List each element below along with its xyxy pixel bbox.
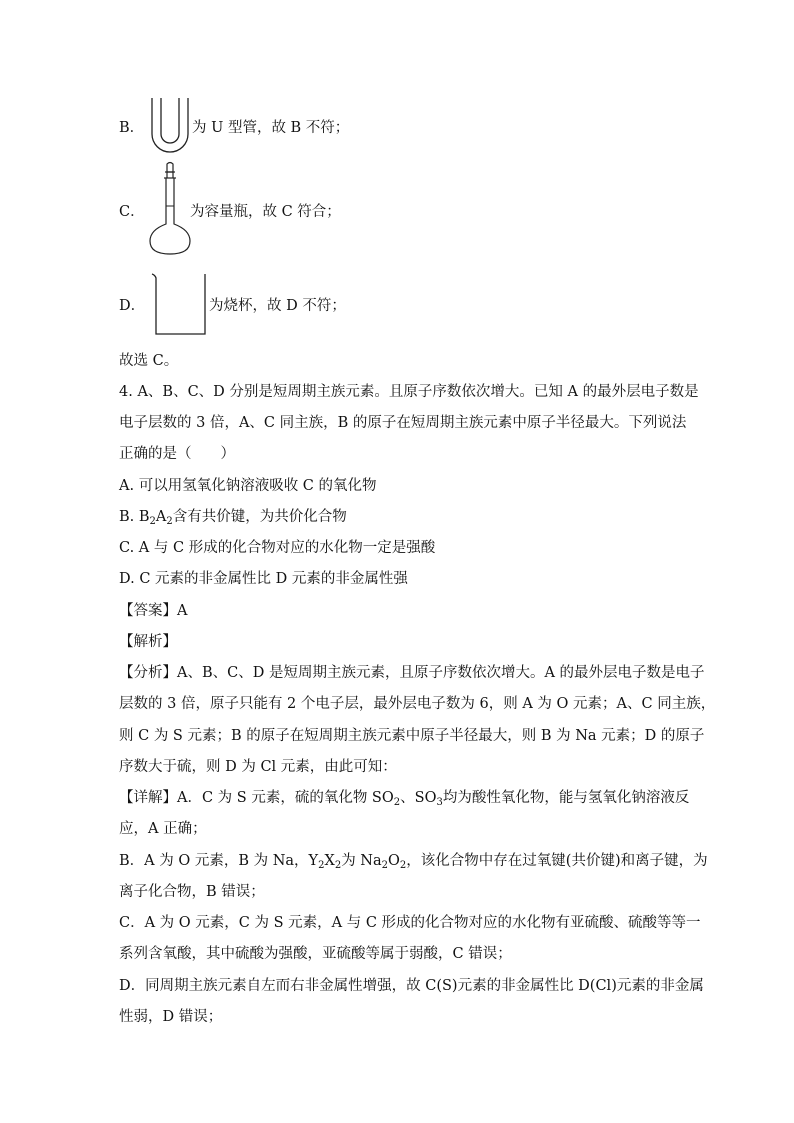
- detail-b-line-2: 离子化合物，B 错误；: [119, 884, 265, 900]
- detail-c-line-1: C．A 为 O 元素，C 为 S 元素，A 与 C 形成的化合物对应的水化物有亚硫酸、硫酸等等一: [119, 915, 701, 931]
- analysis-heading: 【解析】: [119, 634, 177, 650]
- question-4-stem-line-2: 电子层数的 3 倍，A、C 同主族，B 的原子在短周期主族元素中原子半径最大。下列说法: [119, 415, 687, 431]
- volumetric-flask-figure: [148, 162, 192, 258]
- analysis-line-2: 层数的 3 倍，原子只能有 2 个电子层，最外层电子数为 6，则 A 为 O 元素；A、C 同主族，: [119, 696, 716, 712]
- detail-a-line-2: 应，A 正确；: [119, 821, 207, 837]
- detail-c-line-2: 系列含氧酸，其中硫酸为强酸，亚硫酸等属于弱酸，C 错误；: [119, 946, 512, 962]
- analysis-line-3: 则 C 为 S 元素；B 的原子在短周期主族元素中原子半径最大，则 B 为 Na 元素；D 的原子: [119, 728, 705, 744]
- question-4-stem-line-3: 正确的是（ ）: [119, 446, 235, 462]
- question-4-option-a: A. 可以用氢氧化钠溶液吸收 C 的氧化物: [119, 478, 377, 494]
- previous-conclusion: 故选 C。: [119, 353, 179, 369]
- detail-b-line-1: B．A 为 O 元素，B 为 Na，$Y_2X_2$为 $Na_2O_2$，该化合物中存在过氧键(共价键)和离子键，为: [119, 853, 708, 871]
- detail-d-line-1: D．同周期主族元素自左而右非金属性增强，故 C(S)元素的非金属性比 D(Cl)元素的非金属: [119, 978, 704, 994]
- u-tube-figure: [150, 96, 190, 158]
- option-d-text: 为烧杯，故 D 不符；: [209, 298, 346, 314]
- analysis-line-1: 【分析】A、B、C、D 是短周期主族元素，且原子序数依次增大。A 的最外层电子数是电子: [119, 665, 705, 681]
- detail-a-line-1: 【详解】A．C 为 S 元素，硫的氧化物 $SO_2$、$SO_3$均为酸性氧化物，能与氢氧化钠溶液反: [119, 790, 690, 808]
- option-c-text: 为容量瓶，故 C 符合；: [190, 204, 341, 220]
- analysis-line-4: 序数大于硫，则 D 为 Cl 元素，由此可知：: [119, 759, 397, 775]
- detail-d-line-2: 性弱，D 错误；: [119, 1009, 223, 1025]
- option-d-label: D．: [119, 298, 146, 314]
- beaker-figure: [151, 272, 207, 336]
- question-4-stem-line-1: 4. A、B、C、D 分别是短周期主族元素。且原子序数依次增大。已知 A 的最外层电子数是: [119, 384, 699, 400]
- answer: 【答案】A: [119, 603, 188, 619]
- question-4-option-c: C. A 与 C 形成的化合物对应的水化物一定是强酸: [119, 540, 436, 556]
- option-c-label: C．: [119, 204, 145, 220]
- option-b-label: B．: [119, 120, 145, 136]
- question-4-option-b: B. $B_2A_2$含有共价键，为共价化合物: [119, 509, 347, 527]
- question-4-option-d: D. C 元素的非金属性比 D 元素的非金属性强: [119, 571, 408, 587]
- option-b-text: 为 U 型管，故 B 不符；: [192, 120, 350, 136]
